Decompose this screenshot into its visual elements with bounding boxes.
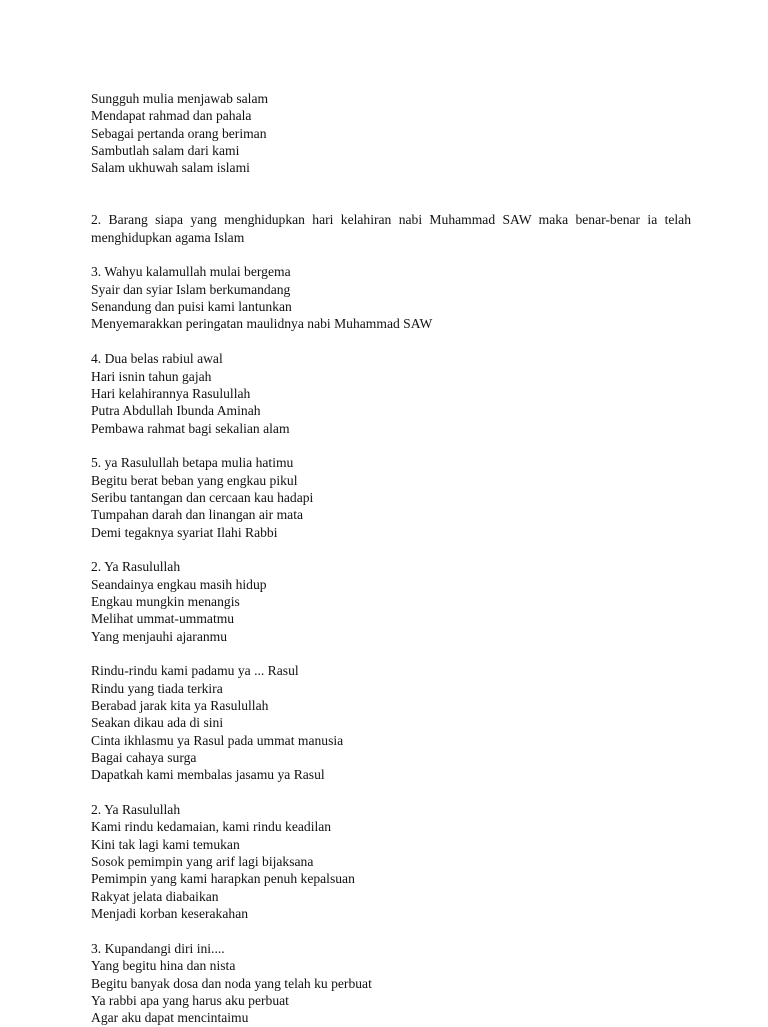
poem-line: Menyemarakkan peringatan maulidnya nabi Muhammad SAW — [91, 316, 433, 332]
stanza-2 — [91, 211, 691, 246]
poem-line: Kami rindu kedamaian, kami rindu keadilan — [91, 819, 332, 835]
stanza-1 — [91, 90, 691, 177]
poem-line: Yang begitu hina dan nista — [91, 958, 236, 974]
poem-line: Tumpahan darah dan linangan air mata — [91, 507, 304, 523]
poem-line: Pemimpin yang kami harapkan penuh kepalsuan — [91, 871, 355, 887]
poem-line: Dapatkah kami membalas jasamu ya Rasul — [91, 767, 325, 783]
poem-line: 2. Ya Rasulullah — [91, 802, 181, 818]
poem-line: Berabad jarak kita ya Rasulullah — [91, 698, 269, 714]
stanza-4 — [91, 350, 691, 437]
poem-line: Begitu berat beban yang engkau pikul — [91, 472, 298, 488]
poem-line: 5. ya Rasulullah betapa mulia hatimu — [91, 455, 294, 471]
poem-line: Hari kelahirannya Rasulullah — [91, 385, 251, 401]
stanza-8 — [91, 801, 691, 922]
poem-line: Seribu tantangan dan cercaan kau hadapi — [91, 489, 314, 505]
poem-line: Senandung dan puisi kami lantunkan — [91, 299, 292, 315]
poem-line: Begitu banyak dosa dan noda yang telah ku perbuat — [91, 975, 372, 991]
poem-line: 4. Dua belas rabiul awal — [91, 351, 223, 367]
poem-line: Cinta ikhlasmu ya Rasul pada ummat manusia — [91, 732, 344, 748]
poem-line: Seandainya engkau masih hidup — [91, 576, 267, 592]
poem-line: Seakan dikau ada di sini — [91, 715, 224, 731]
poem-line: Salam ukhuwah salam islami — [91, 160, 250, 176]
poem-line: Sambutlah salam dari kami — [91, 143, 240, 159]
poem-line: 3. Kupandangi diri ini.... — [91, 940, 225, 956]
poem-line: Pembawa rahmat bagi sekalian alam — [91, 420, 290, 436]
poem-line: Demi tegaknya syariat Ilahi Rabbi — [91, 524, 278, 540]
poem-line: Melihat ummat-ummatmu — [91, 611, 235, 627]
poem-line: Rindu yang tiada terkira — [91, 680, 223, 696]
poem-line: Rindu-rindu kami padamu ya ... Rasul — [91, 663, 299, 679]
poem-line: Menjadi korban keserakahan — [91, 906, 249, 922]
poem-line: Syair dan syiar Islam berkumandang — [91, 281, 291, 297]
poem-line: Bagai cahaya surga — [91, 750, 197, 766]
stanza-7 — [91, 662, 691, 783]
document-page — [91, 90, 691, 1027]
poem-line: Ya rabbi apa yang harus aku perbuat — [91, 992, 289, 1008]
poem-line: Agar aku dapat mencintaimu — [91, 1010, 249, 1026]
poem-line: 3. Wahyu kalamullah mulai bergema — [91, 264, 291, 280]
poem-line: Yang menjauhi ajaranmu — [91, 628, 228, 644]
poem-line: Rakyat jelata diabaikan — [91, 888, 219, 904]
poem-line: Sungguh mulia menjawab salam — [91, 91, 269, 106]
poem-line: Mendapat rahmad dan pahala — [91, 108, 252, 124]
stanza-3 — [91, 263, 691, 332]
poem-line: Sebagai pertanda orang beriman — [91, 125, 267, 141]
poem-line: 2. Ya Rasulullah — [91, 559, 181, 575]
stanza-9 — [91, 940, 691, 1027]
poem-line: Kini tak lagi kami temukan — [91, 836, 240, 852]
poem-line: Hari isnin tahun gajah — [91, 368, 212, 384]
poem-line: Sosok pemimpin yang arif lagi bijaksana — [91, 854, 314, 870]
stanza-5 — [91, 454, 691, 541]
stanza-6 — [91, 558, 691, 645]
prose-paragraph: 2. Barang siapa yang menghidupkan hari kelahiran nabi Muhammad SAW maka benar-benar ia telah menghidupkan agama Islam — [91, 212, 691, 245]
poem-line: Engkau mungkin menangis — [91, 593, 240, 609]
poem-line: Putra Abdullah Ibunda Aminah — [91, 403, 261, 419]
